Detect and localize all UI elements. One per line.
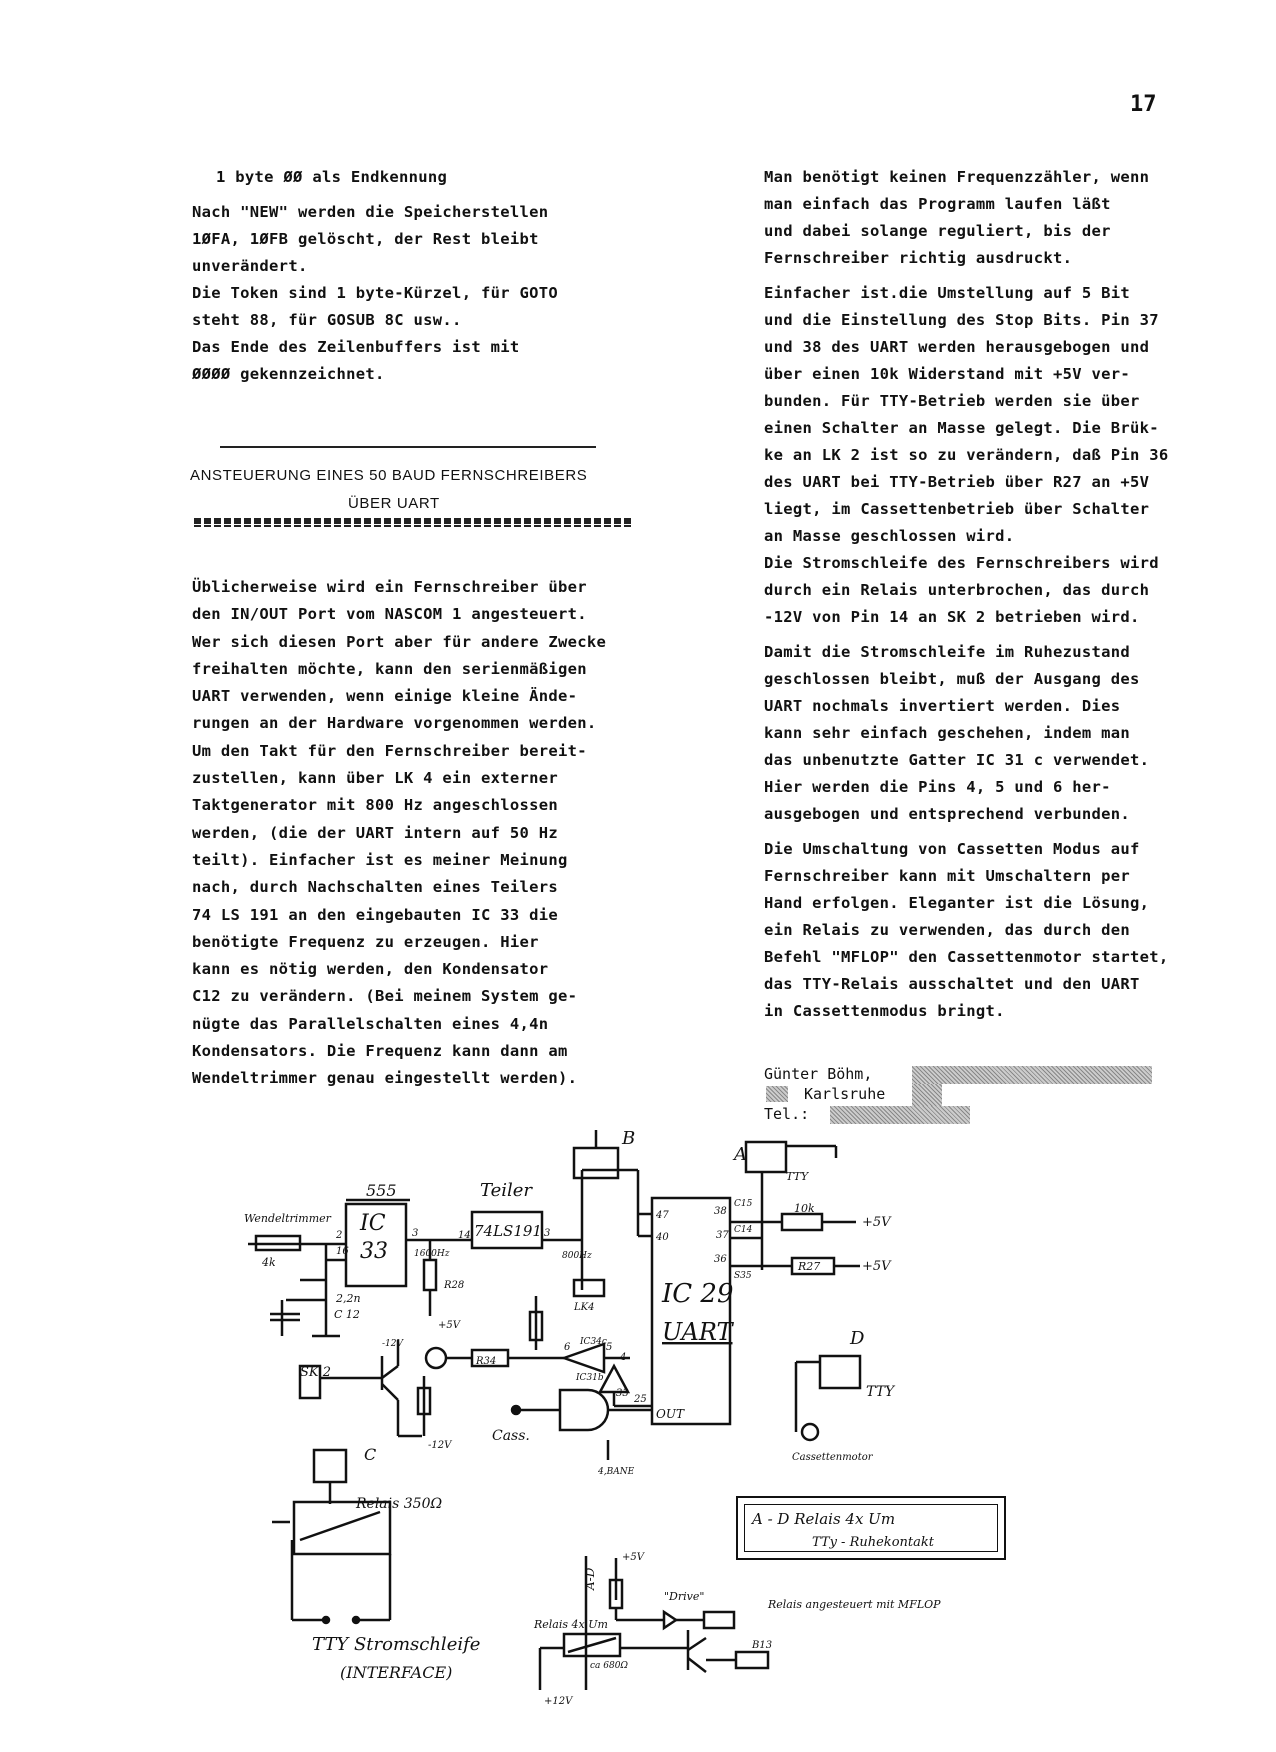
pin-14: 14	[458, 1230, 471, 1241]
label-wendeltrimmer: Wendeltrimmer	[244, 1212, 331, 1225]
label-relais-4xum: Relais 4x Um	[534, 1618, 608, 1631]
label-ic34c: IC34c	[580, 1337, 607, 1347]
label-bane: 4,BANE	[598, 1467, 635, 1477]
label-ca680: ca 680Ω	[590, 1661, 628, 1671]
pin-3-b: 3	[544, 1228, 551, 1239]
label-ic31b: IC31b	[576, 1373, 604, 1383]
label-c12: C 12	[334, 1308, 360, 1321]
pin-38: 38	[714, 1206, 727, 1217]
page-number: 17	[1130, 92, 1157, 117]
label-drive: "Drive"	[664, 1590, 705, 1603]
label-ic33-a: IC	[360, 1211, 386, 1236]
label-s35: S35	[734, 1271, 752, 1281]
label-800hz: 800Hz	[562, 1251, 592, 1261]
note-tty-ruhekontakt: TTy - Ruhekontakt	[812, 1535, 934, 1550]
label-plus12v: +12V	[544, 1696, 573, 1707]
label-r28: R28	[444, 1280, 465, 1291]
label-tty-a: TTY	[786, 1170, 809, 1183]
right-paragraph-4: Die Umschaltung von Cassetten Modus auf Fernschreiber kann mit Umschaltern per Hand erfolgen. Eleganter ist die Lösung, ein Relais zu verwenden, das durch den Befehl "MFLOP" den Cassettenmotor startet, das TTY-Relais ausschaltet und den UART in Cassettenmodus bringt.	[764, 840, 1169, 1020]
signature-tel: Tel.:	[764, 1105, 810, 1123]
pin-40: 40	[656, 1232, 669, 1243]
pin-37: 37	[716, 1230, 729, 1241]
pin-6: 6	[564, 1342, 571, 1353]
left-paragraph-1: 1 byte ØØ als Endkennung	[216, 168, 448, 186]
label-cassettenmotor: Cassettenmotor	[792, 1452, 873, 1463]
label-plus5v-a: +5V	[438, 1320, 460, 1331]
pin-3-a: 3	[412, 1228, 419, 1239]
label-cass: Cass.	[492, 1428, 530, 1444]
pin-25: 25	[634, 1394, 647, 1405]
pin-36: 36	[714, 1254, 727, 1265]
label-1600hz: 1600Hz	[414, 1249, 450, 1259]
label-plus5v-2: +5V	[862, 1259, 891, 1274]
note-relais-ad: A - D Relais 4x Um	[752, 1510, 896, 1528]
right-paragraph-3: Damit die Stromschleife im Ruhezustand geschlossen bleibt, muß der Ausgang des UART nochmals invertiert werden. Dies kann sehr einfach geschehen, indem man das unbenutzte Gatter IC 31 c verwendet. Hier werden die Pins 4, 5 und 6 her- ausgebogen und entsprechend verbunden.	[764, 643, 1150, 823]
label-lk4: LK4	[574, 1302, 595, 1313]
right-paragraph-2: Einfacher ist.die Umstellung auf 5 Bit und die Einstellung des Stop Bits. Pin 37 und 38 des UART werden herausgebogen und über einen 10k Widerstand mit +5V ver- bunden. Für TTY-Betrieb werden sie über einen Schalter an Masse gelegt. Die Brük- ke an LK 2 ist so zu verändern, daß Pin 36 des UART bei TTY-Betrieb über R27 an +5V liegt, im Cassettenbetrieb über Schalter an Masse geschlossen wird. Die Stromschleife des Fernschreibers wird durch ein Relais unterbrochen, das durch -12V von Pin 14 an SK 2 betrieben wird.	[764, 284, 1169, 626]
left-body-text: Üblicherweise wird ein Fernschreiber über den IN/OUT Port vom NASCOM 1 angesteuert. Wer sich diesen Port aber für andere Zwecke freihalten möchte, kann den serienmäßigen UART verwenden, wenn einige kleine Ände- rungen an der Hardware vorgenommen werden. Um den Takt für den Fernschreiber bereit- zustellen, kann über LK 4 ein externer Taktgenerator mit 800 Hz angeschlossen werden, (die der UART intern auf 50 Hz teilt). Einfacher ist es meiner Meinung nach, durch Nachschalten eines Teilers 74 LS 191 an den eingebauten IC 33 die benötigte Frequenz zu erzeugen. Hier kann es nötig werden, den Kondensator C12 zu verändern. (Bei meinem System ge- nügte das Parallelschalten eines 4,4n Kondensators. Die Frequenz kann dann am Wendeltrimmer genau eingestellt werden).	[192, 578, 607, 1088]
label-10k: 10k	[794, 1202, 815, 1215]
label-555: 555	[366, 1181, 397, 1200]
label-tty-loop: TTY Stromschleife	[312, 1634, 481, 1655]
label-minus12v-2: -12V	[382, 1339, 403, 1349]
pin-47: 47	[656, 1210, 669, 1221]
pin-16: 16	[336, 1246, 349, 1257]
label-relay-c: C	[364, 1445, 377, 1464]
label-plus5v-3: +5V	[622, 1552, 644, 1563]
label-relay-d: D	[850, 1328, 865, 1349]
label-relais-note: Relais angesteuert mit MFLOP	[768, 1598, 941, 1611]
pin-2: 2	[336, 1230, 343, 1241]
label-minus12v: -12V	[428, 1440, 452, 1451]
heading-line-2: ÜBER UART	[348, 495, 440, 512]
label-relay-b: B	[622, 1128, 636, 1149]
label-tty-d: TTY	[866, 1384, 895, 1400]
label-c22n: 2,2n	[336, 1292, 361, 1305]
label-r34: R34	[476, 1356, 497, 1367]
label-74ls191: 74LS191	[474, 1222, 542, 1240]
label-a-d: A-D	[583, 1567, 597, 1590]
label-uart: UART	[662, 1318, 733, 1346]
label-4k: 4k	[262, 1256, 276, 1269]
signature-name: Günter Böhm,	[764, 1065, 873, 1083]
label-sk2: SK 2	[300, 1365, 332, 1380]
pin-5: 5	[606, 1342, 613, 1353]
label-c14: C14	[734, 1225, 753, 1235]
label-ic29: IC 29	[662, 1279, 734, 1309]
label-ic33-b: 33	[360, 1239, 388, 1264]
pin-4: 4	[620, 1352, 627, 1363]
label-c15: C15	[734, 1199, 753, 1209]
label-r27: R27	[798, 1260, 821, 1273]
label-interface: (INTERFACE)	[340, 1663, 453, 1682]
label-teiler: Teiler	[480, 1180, 533, 1201]
label-plus5v-1: +5V	[862, 1215, 891, 1230]
left-paragraph-2: Nach "NEW" werden die Speicherstellen 1ØFA, 1ØFB gelöscht, der Rest bleibt unverändert. Die Token sind 1 byte-Kürzel, für GOTO steht 88, für GOSUB 8C usw.. Das Ende des Zeilenbuffers ist mit ØØØØ gekennzeichnet.	[192, 203, 559, 383]
signature-city: Karlsruhe	[804, 1085, 886, 1103]
label-relais-350: Relais 350Ω	[356, 1496, 443, 1512]
pin-33: 33	[616, 1388, 629, 1399]
heading-line-1: ANSTEUERUNG EINES 50 BAUD FERNSCHREIBERS	[190, 467, 588, 484]
label-b13: B13	[752, 1640, 773, 1651]
right-paragraph-1: Man benötigt keinen Frequenzzähler, wenn man einfach das Programm laufen läßt und dabei solange reguliert, bis der Fernschreiber richtig ausdruckt.	[764, 168, 1150, 267]
label-relay-a: A	[734, 1144, 747, 1165]
label-out: OUT	[656, 1407, 684, 1421]
